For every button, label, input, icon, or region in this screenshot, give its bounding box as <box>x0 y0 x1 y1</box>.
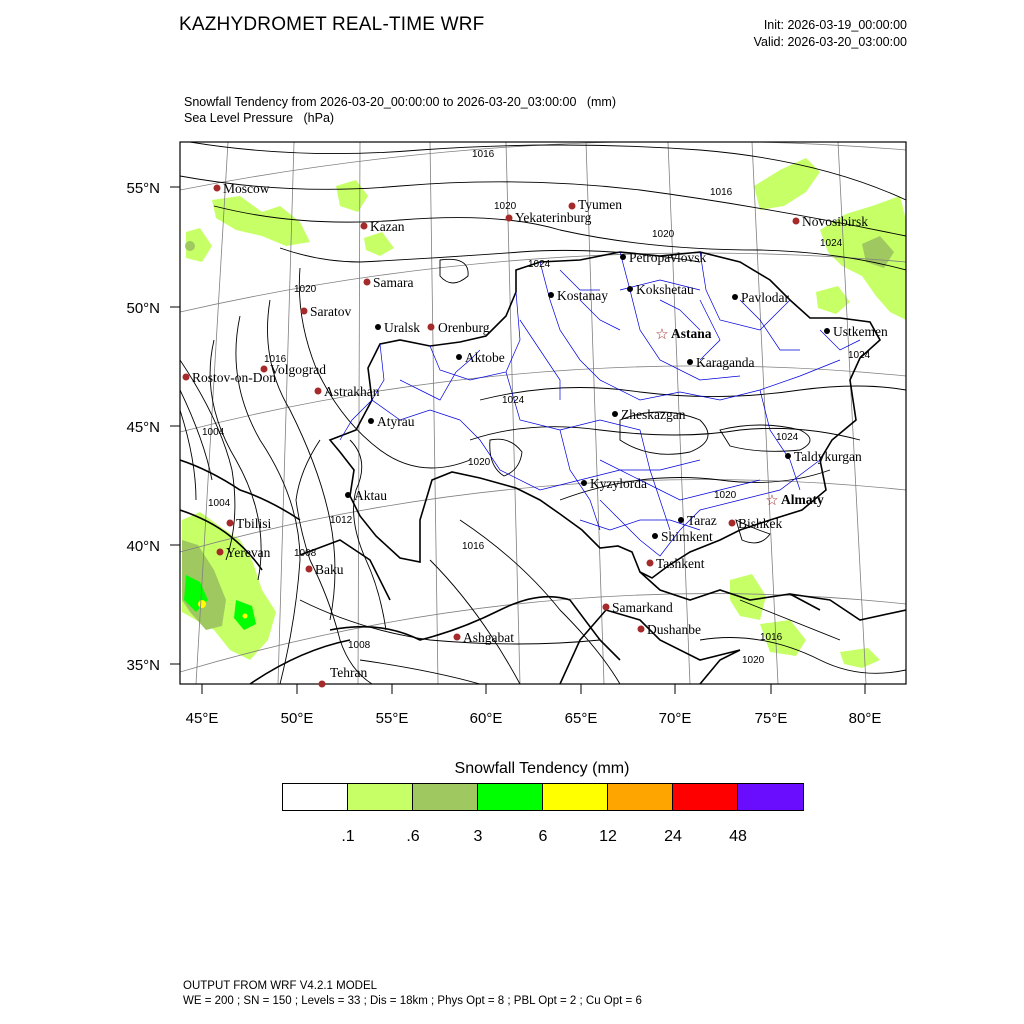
legend-tick-label: .6 <box>406 828 420 845</box>
lon-label: 60°E <box>469 710 503 727</box>
city-dot <box>785 453 791 459</box>
city-dot <box>227 520 234 527</box>
isobar-label: 1016 <box>472 149 495 160</box>
city-dot <box>375 324 381 330</box>
legend-colorbar <box>282 783 804 811</box>
isobar-label: 1024 <box>502 395 525 406</box>
city-label: Petropavlovsk <box>629 250 707 265</box>
city-label: Novosibirsk <box>802 214 869 229</box>
city-dot <box>368 418 374 424</box>
city-label: Saratov <box>310 304 352 319</box>
city-dot <box>652 533 658 539</box>
city-dot <box>454 634 461 641</box>
isobar-label: 1020 <box>294 284 317 295</box>
legend-swatch <box>478 784 543 810</box>
legend-tick-label: 12 <box>599 828 617 845</box>
city-dot <box>548 292 554 298</box>
city-label: Kyzylorda <box>590 476 647 491</box>
city-dot <box>793 218 800 225</box>
city-dot <box>183 374 190 381</box>
city-label: Ustkemen <box>833 324 888 339</box>
city-label: Baku <box>315 562 344 577</box>
city-label: Moscow <box>223 181 270 196</box>
coastlines <box>296 425 810 684</box>
lat-label: 50°N <box>126 300 160 317</box>
city-label: Yekaterinburg <box>515 210 592 225</box>
valid-time: Valid: 2026-03-20_03:00:00 <box>753 35 907 49</box>
city-label: Karaganda <box>696 355 755 370</box>
city-dot <box>638 626 645 633</box>
city-label: Kokshetau <box>636 282 694 297</box>
city-label: Tashkent <box>656 556 705 571</box>
city-dot <box>627 286 633 292</box>
city-label: Aktau <box>354 488 387 503</box>
legend-tick-label: 6 <box>538 828 548 845</box>
isobar-label: 1024 <box>776 432 799 443</box>
city-dot <box>732 294 738 300</box>
city-dot <box>301 308 308 315</box>
lon-label: 70°E <box>658 710 692 727</box>
lon-ticks <box>202 684 865 694</box>
model-footer: OUTPUT FROM WRF V4.2.1 MODEL <box>183 980 378 992</box>
city-label: Volgograd <box>270 362 326 377</box>
lon-label: 50°E <box>280 710 314 727</box>
isobar-label: 1020 <box>494 201 517 212</box>
city-dot <box>428 324 435 331</box>
city-dot <box>315 388 322 395</box>
lat-label: 45°N <box>126 419 160 436</box>
lat-label: 55°N <box>126 180 160 197</box>
isobar-label: 1004 <box>208 498 231 509</box>
legend-tick-label: 24 <box>664 828 682 845</box>
legend-swatch <box>738 784 803 810</box>
legend-tick-label: .1 <box>341 828 355 845</box>
city-dot <box>612 411 618 417</box>
lon-label: 80°E <box>848 710 882 727</box>
isobar-labels <box>202 149 871 666</box>
init-time: Init: 2026-03-19_00:00:00 <box>763 18 907 32</box>
city-dot <box>647 560 654 567</box>
city-dot <box>581 480 587 486</box>
city-label: Samarkand <box>612 600 673 615</box>
city-label: Taraz <box>687 513 717 528</box>
city-label: Tehran <box>330 665 368 680</box>
legend-swatch <box>283 784 348 810</box>
city-label: Pavlodar <box>741 290 789 305</box>
city-dot <box>603 604 610 611</box>
city-dot <box>214 185 221 192</box>
lat-label: 40°N <box>126 538 160 555</box>
legend-swatch <box>413 784 478 810</box>
city-dot <box>306 566 313 573</box>
capital-star-icon: ☆ <box>655 325 669 343</box>
city-dot <box>620 254 626 260</box>
city-label-capital: Astana <box>671 326 712 341</box>
city-label: Samara <box>373 275 414 290</box>
city-dot <box>345 492 351 498</box>
city-dot <box>678 517 684 523</box>
city-label: Tyumen <box>578 197 623 212</box>
city-label: Kazan <box>370 219 405 234</box>
lon-label: 75°E <box>754 710 788 727</box>
legend-swatch <box>543 784 608 810</box>
city-dot <box>217 549 224 556</box>
isobar-label: 1016 <box>760 632 783 643</box>
city-label: Orenburg <box>438 320 490 335</box>
legend-tick-label: 48 <box>729 828 747 845</box>
city-label: Shimkent <box>661 529 713 544</box>
legend-swatch <box>608 784 673 810</box>
city-label: Atyrau <box>377 414 415 429</box>
city-label: Aktobe <box>465 350 505 365</box>
isobar-label: 1008 <box>294 548 317 559</box>
isobar-label: 1012 <box>330 515 353 526</box>
lon-label: 45°E <box>185 710 219 727</box>
city-label: Yerevan <box>226 545 271 560</box>
lat-label: 35°N <box>126 657 160 674</box>
city-label-capital: Almaty <box>781 492 824 507</box>
isobar-label: 1016 <box>264 354 287 365</box>
city-label: Rostov-on-Don <box>192 370 276 385</box>
city-label: Zheskazgan <box>621 407 686 422</box>
city-label: Kostanay <box>557 288 608 303</box>
city-label: Taldykurgan <box>794 449 862 464</box>
city-dot <box>506 215 513 222</box>
city-dot <box>687 359 693 365</box>
city-dot <box>364 279 371 286</box>
legend-swatch <box>673 784 738 810</box>
city-label: Bishkek <box>738 516 783 531</box>
isobar-label: 1016 <box>710 187 733 198</box>
city-label: Tbilisi <box>236 516 272 531</box>
city-label: Dushanbe <box>647 622 701 637</box>
isobar-label: 1024 <box>848 350 871 361</box>
legend-title: Snowfall Tendency (mm) <box>454 760 630 777</box>
city-dot <box>569 203 576 210</box>
city-label: Astrakhan <box>324 384 380 399</box>
city-dot <box>729 520 736 527</box>
city-label: Uralsk <box>384 320 420 335</box>
legend-tick-label: 3 <box>473 828 483 845</box>
city-dot <box>824 328 830 334</box>
isobar-label: 1016 <box>462 541 485 552</box>
legend-swatch <box>348 784 413 810</box>
page-title: KAZHYDROMET REAL-TIME WRF <box>179 14 485 35</box>
isobar-label: 1020 <box>652 229 675 240</box>
lon-label: 65°E <box>564 710 598 727</box>
city-dot <box>361 223 368 230</box>
field-subtitle: Snowfall Tendency from 2026-03-20_00:00:00 to 2026-03-20_03:00:00 (mm) <box>184 95 616 109</box>
isobar-label: 1020 <box>714 490 737 501</box>
city-dot <box>456 354 462 360</box>
isobar-label: 1020 <box>468 457 491 468</box>
isobar-label: 1008 <box>348 640 371 651</box>
capital-star-icon: ☆ <box>765 491 779 509</box>
isobar-label: 1020 <box>742 655 765 666</box>
lat-ticks <box>170 187 180 664</box>
isobar-label: 1024 <box>528 259 551 270</box>
city-label: Ashgabat <box>463 630 514 645</box>
contour-subtitle: Sea Level Pressure (hPa) <box>184 111 335 125</box>
lon-label: 55°E <box>375 710 409 727</box>
isobar-label: 1024 <box>820 238 843 249</box>
city-dot <box>319 681 326 688</box>
model-config-footer: WE = 200 ; SN = 150 ; Levels = 33 ; Dis = 18km ; Phys Opt = 8 ; PBL Opt = 2 ; Cu Opt = 6 <box>183 995 642 1007</box>
isobar-label: 1004 <box>202 427 225 438</box>
